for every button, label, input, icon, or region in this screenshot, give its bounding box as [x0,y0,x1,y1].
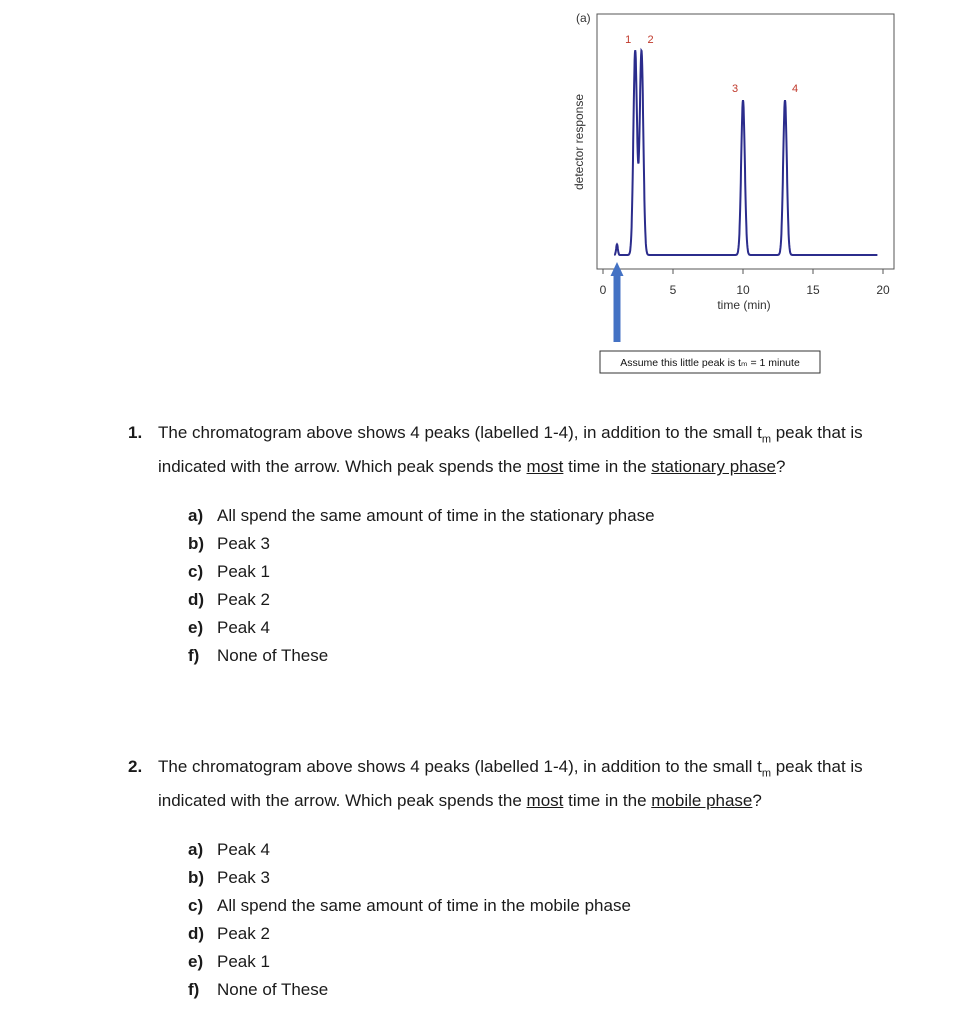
tm-arrow-shaft [614,275,621,342]
x-tick-label: 20 [876,283,890,297]
x-tick-label: 0 [599,283,607,297]
x-tick-label: 5 [669,283,677,297]
question-number: 2. [128,757,143,776]
peak-labels [625,34,798,95]
peak-label-1: 1 [625,33,632,46]
peak-label-2: 2 [647,33,654,46]
question-text: The chromatogram above shows 4 peaks (labelled 1-4), in addition to the small $t_m$ peak that is indicated with the arrow. Which peak spends the most time in the stationary phase? [158,423,863,477]
question-text: The chromatogram above shows 4 peaks (labelled 1-4), in addition to the small $t_m$ peak that is indicated with the arrow. Which peak spends the most time in the mobile phase? [158,757,863,811]
chromatogram-trace [614,50,877,255]
x-tick-label: 10 [736,283,750,297]
peak-label-3: 3 [731,83,739,96]
y-axis-label: detector response [572,93,586,191]
question-number: 1. [128,423,143,442]
chromatogram-figure [0,0,978,390]
annotation-text: Assume this little peak is tₘ = 1 minute [620,357,800,369]
peak-label-4: 4 [791,83,799,96]
x-tick-label: 15 [806,283,820,297]
x-axis-label: time (min) [717,298,771,312]
x-axis-ticks [600,269,890,297]
panel-label: (a) [576,11,591,25]
